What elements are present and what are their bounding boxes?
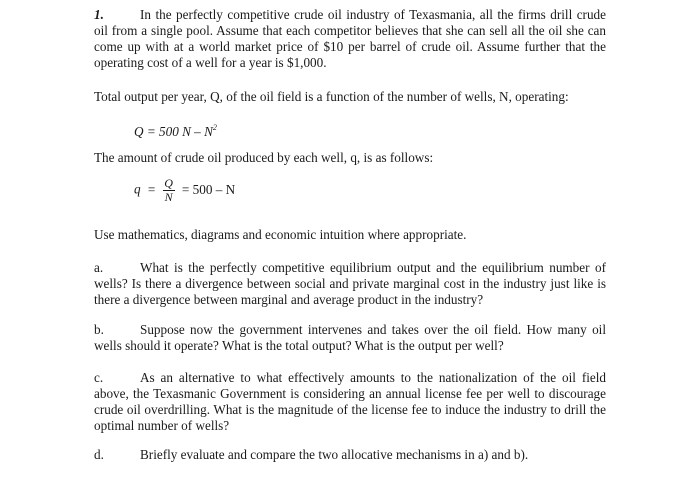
part-b: b. Suppose now the government intervenes and takes over the oil field. How many oil wells should it operate? What is the total output? What is the output per well?	[94, 322, 606, 353]
problem-number: 1.	[94, 7, 104, 22]
problem-intro	[94, 7, 606, 71]
intro-text: In the perfectly competitive crude oil industry of Texasmania, all the firms drill crude oil from a single pool. Assume that each competitor believes that she can sell all the oil she can come up with at a world market price of $10 per barrel of crude oil. Assume further that the operating cost of a well for a year is $1,000.	[94, 7, 606, 70]
per-well-text: The amount of crude oil produced by each well, q, is as follows:	[94, 150, 434, 165]
equation-per-well: q = $\frac{Q}{N}$ = 500 – N	[134, 176, 236, 204]
output-function-text: Total output per year, Q, of the oil field is a function of the number of wells, N, operating:	[94, 89, 569, 104]
part-d: d. Briefly evaluate and compare the two allocative mechanisms in a) and b).	[94, 447, 529, 462]
fraction-q-over-n: $\frac{Q}{N}$	[164, 176, 173, 204]
part-c: c. As an alternative to what effectively amounts to the nationalization of the oil field above, the Texasmanic Government is considering an annual license fee per well to discourage crude oil overdrilling. What is the magnitude of the license fee to induce the industry to drill the optimal number of wells?	[94, 370, 606, 433]
part-a: a. What is the perfectly competitive equilibrium output and the equilibrium number of wells? Is there a divergence between social and private marginal cost in the industry just like is there a divergence between marginal and average product in the industry?	[94, 260, 606, 307]
equation-total-output: Q = 500 N – $N^2$	[134, 123, 217, 139]
instructions-text: Use mathematics, diagrams and economic intuition where appropriate.	[94, 227, 467, 242]
